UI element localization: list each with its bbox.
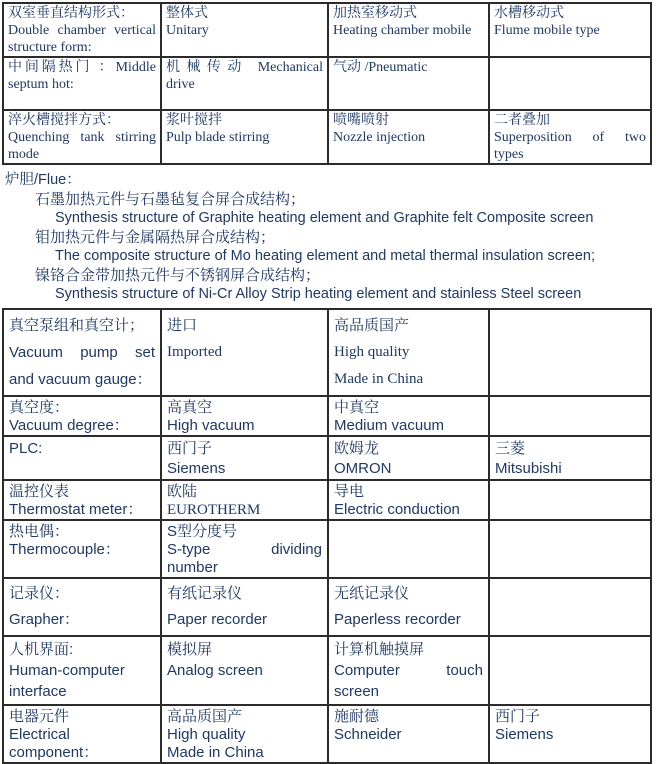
cell-text-zh: 水槽移动式: [494, 6, 564, 21]
cell-text-zh: 中间隔热门 ：Middle: [8, 60, 156, 75]
table-row: [3, 309, 651, 396]
cell-text-en: Medium vacuum: [334, 417, 445, 434]
cell-text-en: Human-computer interface: [9, 662, 125, 700]
table-cell: [161, 705, 328, 763]
cell-text-zh: 高真空: [167, 399, 213, 416]
table-cell: [328, 110, 489, 164]
cell-text-zh: 施耐德: [334, 708, 380, 725]
cell-text-en: S-type dividing: [167, 541, 322, 558]
cell-text-zh: 加热室移动式: [333, 6, 417, 21]
table-row: [3, 480, 651, 520]
table-row: [3, 57, 651, 110]
cell-text-en: Double chamber vertical: [8, 23, 156, 38]
table-row: [3, 578, 651, 636]
cell-text-en: Paperless recorder: [334, 611, 461, 628]
cell-text-en: Flume mobile type: [494, 23, 600, 38]
table-cell: [489, 636, 651, 705]
cell-text-en: Paper recorder: [167, 611, 268, 628]
cell-text-en: Heating chamber mobile: [333, 23, 472, 38]
cell-text-en: Mitsubishi: [495, 460, 562, 477]
table-cell: [3, 110, 161, 164]
cell-text-en: High quality: [167, 726, 246, 743]
cell-text-en: Superposition of two: [494, 130, 646, 145]
table-cell: [161, 636, 328, 705]
table-cell: [161, 396, 328, 436]
table-cell: [3, 57, 161, 110]
cell-text-en: Quenching tank stirring: [8, 130, 156, 145]
table-cell: [328, 436, 489, 480]
table-cell: [489, 309, 651, 396]
cell-text-en: OMRON: [334, 460, 392, 477]
table-row: [3, 520, 651, 578]
cell-text-en: Made in China: [334, 371, 424, 387]
cell-text-en: Siemens: [495, 726, 554, 743]
cell-text-zh: 热电偶：: [9, 523, 70, 540]
cell-text-en: Vacuum degree：: [9, 417, 129, 434]
cell-text-en: EUROTHERM: [167, 502, 261, 518]
cell-text-zh: 人机界面:: [9, 641, 74, 658]
flue-line-zh: 石墨加热元件与石墨毡复合屏合成结构；: [35, 191, 306, 208]
table-row: [3, 110, 651, 164]
cell-text-zh: S型分度号: [167, 523, 238, 540]
cell-text-en: screen: [334, 683, 380, 700]
table-cell: [3, 309, 161, 396]
cell-text-zh: 浆叶搅拌: [166, 113, 222, 128]
table-cell: [3, 396, 161, 436]
cell-text-en: Siemens: [167, 460, 226, 477]
components-options-table: [2, 308, 652, 764]
cell-text-zh: 机械传动 Mechanical: [166, 60, 323, 75]
table-cell: [489, 396, 651, 436]
cell-text-en: High vacuum: [167, 417, 255, 434]
cell-text-zh: 二者叠加: [494, 113, 550, 128]
cell-text-zh: 西门子: [495, 708, 541, 725]
cell-text-en: Imported: [167, 344, 222, 360]
cell-text-en: Grapher：: [9, 611, 80, 628]
table-cell: [3, 705, 161, 763]
cell-text-en: High quality: [334, 344, 410, 360]
table-cell: [328, 3, 489, 57]
cell-text-zh: 欧陆: [167, 483, 198, 500]
table-row: [3, 396, 651, 436]
cell-text-zh: 记录仪：: [9, 585, 70, 602]
table-row: [3, 705, 651, 763]
cell-text-zh: 喷嘴喷射: [333, 113, 389, 128]
cell-text-zh: 气动 /Pneumatic: [333, 60, 428, 75]
cell-text-en: Made in China: [167, 744, 264, 761]
flue-line-en: Synthesis structure of Ni-Cr Alloy Strip heating element and stainless Steel screen: [55, 286, 582, 302]
cell-text-en: Nozzle injection: [333, 130, 426, 145]
table-cell: [161, 520, 328, 578]
table-cell: [489, 520, 651, 578]
structure-options-table: [2, 2, 652, 165]
table-row: [3, 436, 651, 480]
cell-text-zh: 淬火槽搅拌方式：: [8, 113, 120, 128]
table-cell: [489, 110, 651, 164]
cell-text-en: Electrical: [9, 726, 70, 743]
flue-section: [2, 165, 652, 308]
table-cell: [489, 480, 651, 520]
table-cell: [489, 3, 651, 57]
table-cell: [328, 480, 489, 520]
cell-text-en: number: [167, 559, 218, 576]
cell-text-en: Computer touch: [334, 662, 483, 679]
cell-text-zh: 三菱: [495, 440, 526, 457]
cell-text-en: types: [494, 147, 524, 162]
cell-text-zh: 计算机触摸屏: [334, 641, 425, 658]
table-row: [3, 636, 651, 705]
cell-text-zh: 双室垂直结构形式：: [8, 6, 134, 21]
table-cell: [3, 3, 161, 57]
table-cell: [161, 110, 328, 164]
flue-line-en: The composite structure of Mo heating element and metal thermal insulation screen;: [55, 248, 595, 264]
table-row: [3, 3, 651, 57]
table-cell: [3, 636, 161, 705]
table-cell: [489, 578, 651, 636]
table-cell: [328, 57, 489, 110]
table-cell: [161, 436, 328, 480]
table-cell: [489, 436, 651, 480]
cell-text-en: structure form:: [8, 40, 92, 55]
cell-text-zh: 欧姆龙: [334, 440, 380, 457]
table-cell: [3, 520, 161, 578]
cell-text-zh: 导电: [334, 483, 365, 500]
cell-text-en: mode: [8, 147, 40, 162]
cell-text-zh: 真空度：: [9, 399, 70, 416]
cell-text-zh: 有纸记录仪: [167, 585, 243, 602]
cell-text-en: Pulp blade stirring: [166, 130, 270, 145]
cell-text-zh: 整体式: [166, 6, 208, 21]
flue-title: 炉胆/Flue：: [5, 172, 81, 188]
cell-text-zh: 真空泵组和真空计；: [9, 317, 145, 334]
cell-text-en: and vacuum gauge：: [9, 371, 152, 388]
table-cell: [161, 578, 328, 636]
cell-text-en: component：: [9, 744, 99, 761]
cell-text-zh: 进口: [167, 317, 198, 334]
table-cell: [328, 309, 489, 396]
cell-text-en: Unitary: [166, 23, 209, 38]
table-cell: [161, 3, 328, 57]
cell-text-en: Schneider: [334, 726, 402, 743]
table-cell: [328, 705, 489, 763]
table-cell: [489, 57, 651, 110]
cell-text-en: PLC:: [9, 440, 43, 457]
table-cell: [328, 578, 489, 636]
cell-text-en: Thermocouple：: [9, 541, 120, 558]
table-cell: [161, 480, 328, 520]
cell-text-zh: 西门子: [167, 440, 213, 457]
cell-text-en: Electric conduction: [334, 501, 460, 518]
table-cell: [328, 636, 489, 705]
flue-line-zh: 钼加热元件与金属隔热屏合成结构；: [35, 229, 276, 246]
cell-text-zh: 高品质国产: [334, 317, 410, 334]
table-cell: [161, 309, 328, 396]
cell-text-zh: 高品质国产: [167, 708, 243, 725]
cell-text-en: Thermostat meter：: [9, 501, 143, 518]
table-cell: [3, 436, 161, 480]
cell-text-en: drive: [166, 77, 195, 92]
cell-text-zh: 无纸记录仪: [334, 585, 410, 602]
flue-line-zh: 镍铬合金带加热元件与不锈钢屏合成结构；: [35, 267, 321, 284]
table-cell: [328, 396, 489, 436]
table-cell: [161, 57, 328, 110]
table-cell: [328, 520, 489, 578]
cell-text-zh: 电器元件: [9, 708, 70, 725]
cell-text-zh: 中真空: [334, 399, 380, 416]
cell-text-en: septum hot:: [8, 77, 74, 92]
table-cell: [3, 480, 161, 520]
cell-text-zh: 模拟屏: [167, 641, 213, 658]
cell-text-zh: 温控仪表: [9, 483, 70, 500]
table-cell: [489, 705, 651, 763]
table-cell: [3, 578, 161, 636]
cell-text-en: Vacuum pump set: [9, 344, 155, 361]
flue-line-en: Synthesis structure of Graphite heating element and Graphite felt Composite screen: [55, 210, 594, 226]
cell-text-en: Analog screen: [167, 662, 263, 679]
